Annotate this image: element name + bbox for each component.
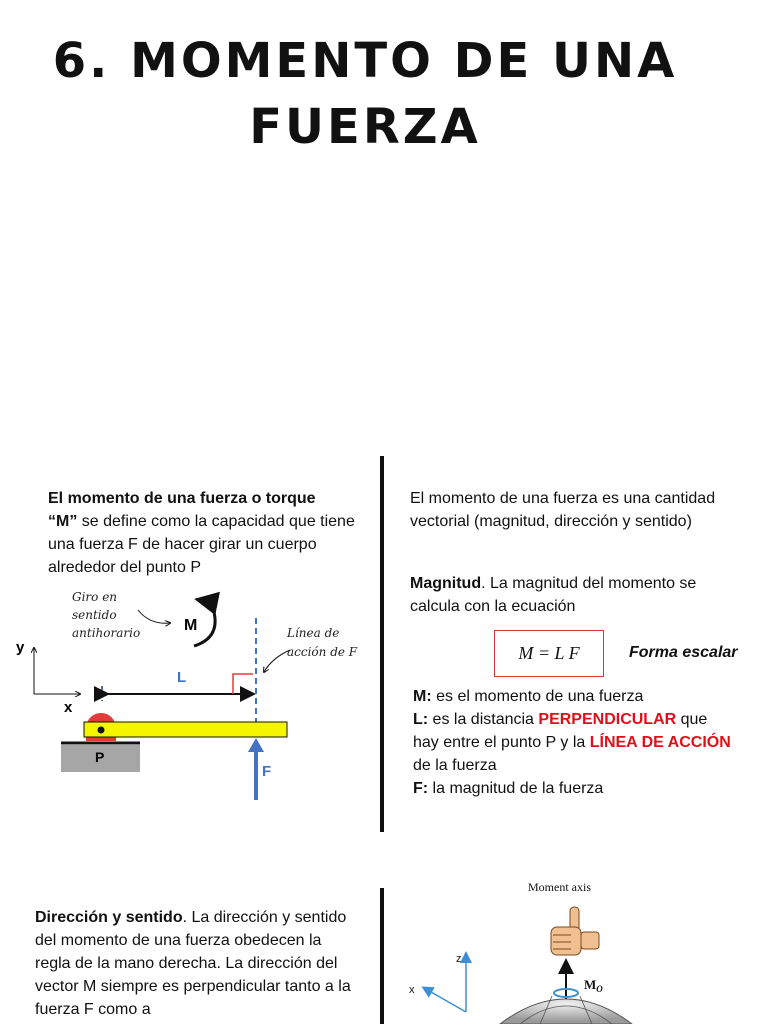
title-line-1: 6. MOMENTO DE UNA [52,33,678,89]
moment-definition-text [48,487,358,579]
pivot-P-label: P [95,749,105,765]
definition-symbol: “M” [48,513,78,530]
moment-axis-label: Moment axis [528,880,591,894]
z-axis-label: z [456,953,462,965]
direction-paragraph [35,906,360,1021]
equation: M = L F [518,643,580,663]
rotation-pointer-arrow [138,610,170,623]
definition-bold: El momento de una fuerza o torque [48,490,316,507]
perpendicular-highlight: PERPENDICULAR [538,711,677,728]
equation-form-label: Forma escalar [629,644,738,661]
force-F-label: F [262,763,272,780]
x-axis-label: x [64,699,73,716]
y-axis-label: y [16,639,25,656]
definition-F [413,777,733,800]
definition-F-key: F: [413,780,429,797]
moment-vector-label: $M_O$ [584,977,603,994]
vertical-divider-top [380,456,384,832]
lever-bar [84,722,287,737]
x-axis-label-figure: x [409,984,415,996]
line-of-action-note-1: Línea de [287,626,340,640]
line-of-action-note-2: acción de F [287,645,358,659]
definition-L [413,708,733,777]
right-angle-marker [233,674,253,694]
line-of-action-highlight: LÍNEA DE ACCIÓN [589,734,731,751]
definition-M [413,685,733,708]
variable-definitions [413,685,733,800]
direction-heading: Dirección y sentido [35,909,183,926]
title-line-2: FUERZA [249,99,481,155]
rotation-note-line3: antihorario [72,626,141,640]
rotating-body-sphere [500,999,632,1024]
definition-F-text: la magnitud de la fuerza [428,780,604,797]
pivot-point-dot [98,727,105,734]
definition-M-key: M: [413,688,432,705]
rotation-note-line1: Giro en [72,590,118,604]
right-hand-rule-figure [400,870,760,1024]
vector-quantity-text: El momento de una fuerza es una cantidad vectorial (magnitud, dirección y sentido) [410,490,716,530]
magnitude-heading: Magnitud [410,575,482,592]
direction-text: . La dirección y sentido del momento de una fuerza obedecen la regla de la mano derecha. La dirección del vector M siempre es perpendicular tanto a la fuerza F como a [35,909,351,1018]
definition-L-text-1: es la distancia [428,711,539,728]
thumbs-up-hand-icon [551,907,599,955]
x-axis-line-figure [424,988,466,1012]
definition-M-text: es el momento de una fuerza [431,688,644,705]
vertical-divider-bottom [380,888,384,1024]
magnitude-text: . La magnitud del momento se calcula con la ecuación [410,575,697,615]
lever-diagram [0,580,370,810]
definition-rest: se define como la capacidad que tiene una fuerza F de hacer girar un cuerpo alrededor del punto P [48,513,355,576]
rotation-note-line2: sentido [72,608,117,622]
page-title [0,28,730,160]
distance-L-label: L [177,669,187,686]
force-arrow-head-icon [248,738,264,752]
definition-L-text-3: de la fuerza [413,757,497,774]
moment-label: M [184,617,198,634]
equation-box [494,630,604,677]
definition-L-key: L: [413,711,429,728]
definition-L-text-2: que hay entre el punto P y la [413,711,708,751]
magnitude-paragraph [410,572,735,618]
